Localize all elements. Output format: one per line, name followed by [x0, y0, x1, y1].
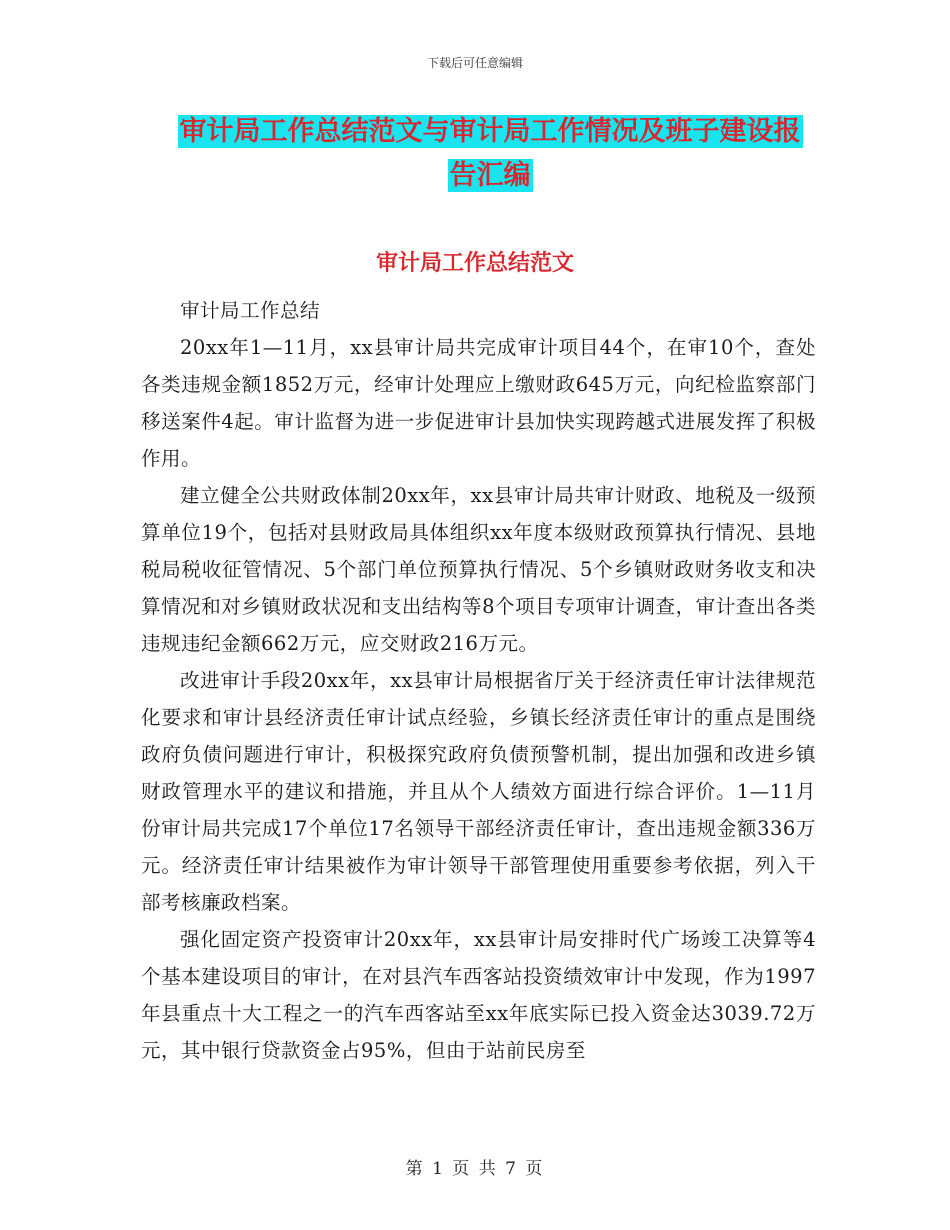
section-heading: 审计局工作总结范文	[375, 251, 574, 276]
document-title-line-1: 审计局工作总结范文与审计局工作情况及班子建设报	[179, 116, 801, 147]
paragraph: 20xx年1—11月，xx县审计局共完成审计项目44个，在审10个，查处各类违规金额1852万元，经审计处理应上缴财政645万元，向纪检监察部门移送案件4起。审计监督为进一步促进审计县加快实现跨越式进展发挥了积极作用。	[141, 336, 816, 470]
paragraph: 建立健全公共财政体制20xx年，xx县审计局共审计财政、地税及一级预算单位19个，包括对县财政局具体组织xx年度本级财政预算执行情况、县地税局税收征管情况、5个部门单位预算执行情况、5个乡镇财政财务收支和决算情况和对乡镇财政状况和支出结构等8个项目专项审计调查，审计查出各类违规违纪金额662万元，应交财政216万元。	[141, 484, 816, 655]
document-body	[141, 292, 816, 1069]
document-title-line-2: 告汇编	[449, 160, 531, 191]
page-header-note: 下载后可任意编辑	[426, 56, 523, 70]
paragraph-subtitle: 审计局工作总结	[180, 299, 321, 322]
paragraph: 改进审计手段20xx年，xx县审计局根据省厅关于经济责任审计法律规范化要求和审计县经济责任审计试点经验，乡镇长经济责任审计的重点是围绕政府负债问题进行审计，积极探究政府负债预警机制，提出加强和改进乡镇财政管理水平的建议和措施，并且从个人绩效方面进行综合评价。1—11月份审计局共完成17个单位17名领导干部经济责任审计，查出违规金额336万元。经济责任审计结果被作为审计领导干部管理使用重要参考依据，列入干部考核廉政档案。	[141, 669, 816, 914]
document-title	[140, 110, 840, 198]
paragraph: 强化固定资产投资审计20xx年，xx县审计局安排时代广场竣工决算等4个基本建设项目的审计，在对县汽车西客站投资绩效审计中发现，作为1997年县重点十大工程之一的汽车西客站至xx年底实际已投入资金达3039.72万元，其中银行贷款资金占95%，但由于站前民房至	[141, 928, 816, 1062]
page-footer-number: 第 1 页 共 7 页	[405, 1159, 545, 1179]
